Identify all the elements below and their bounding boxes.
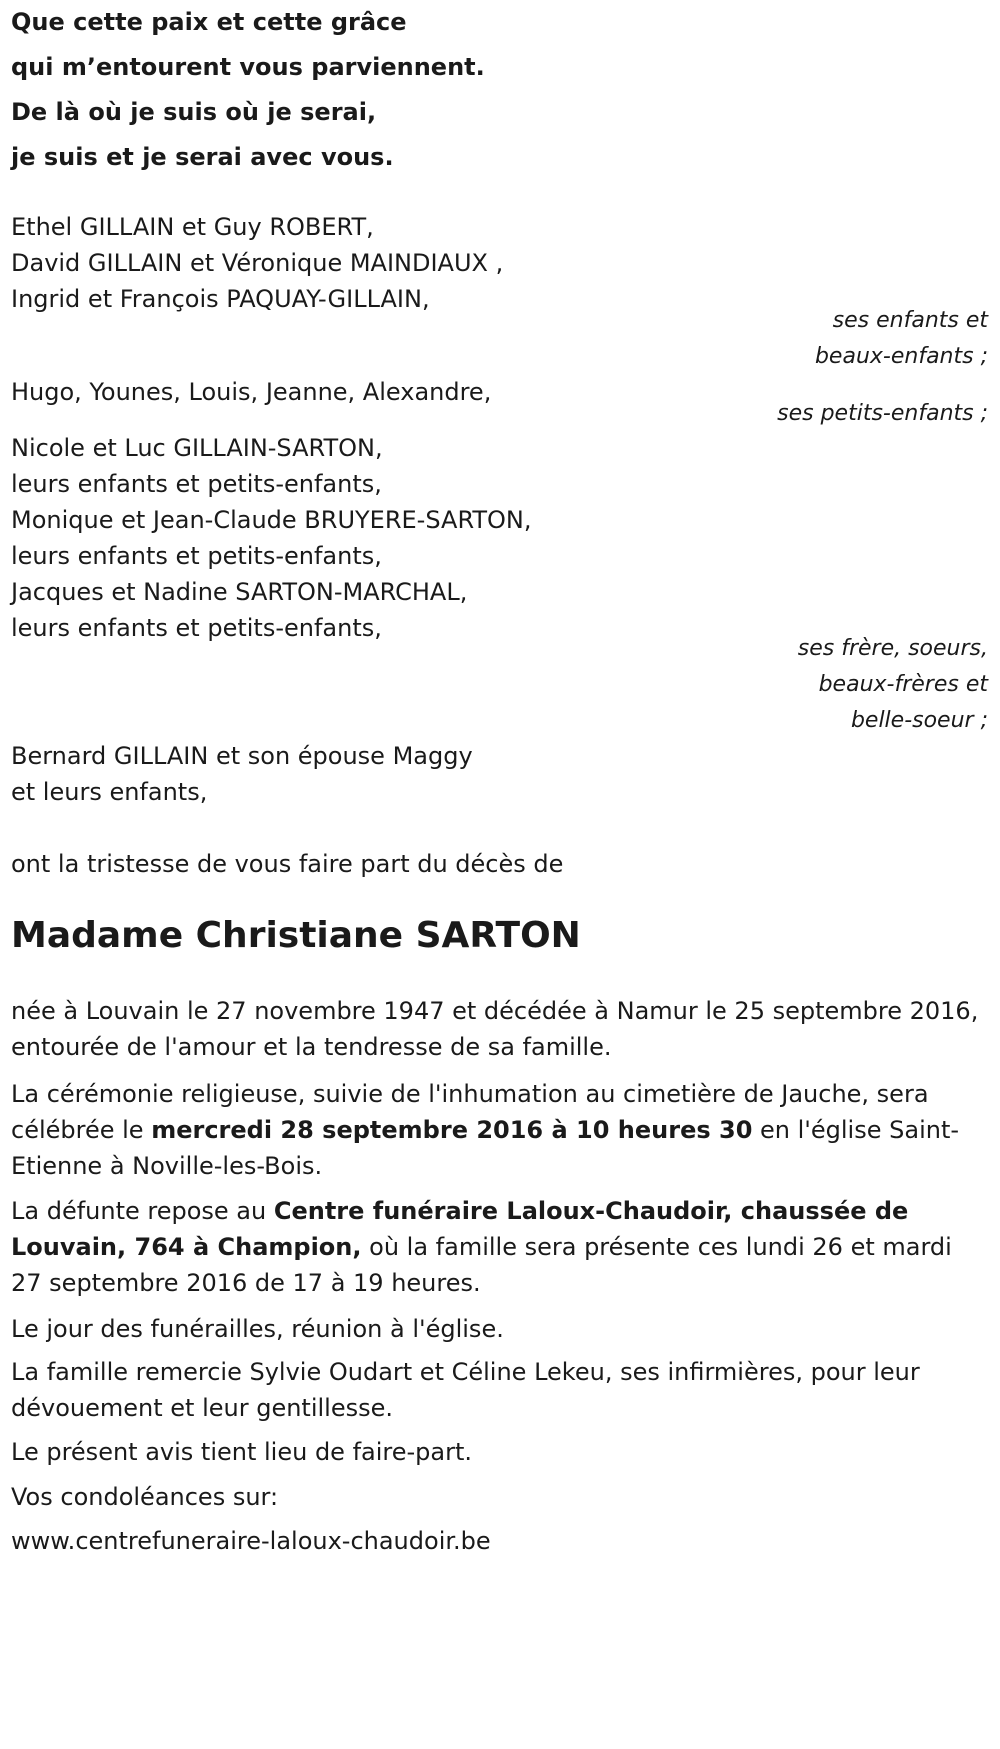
family-line: leurs enfants et petits-enfants, <box>11 614 382 642</box>
condolences-label: Vos condoléances sur: <box>11 1483 279 1511</box>
relation-label: beaux-enfants ; <box>814 344 988 369</box>
thanks-paragraph: La famille remercie Sylvie Oudart et Céline Lekeu, ses infirmières, pour leur dévouement et leur gentillesse. <box>11 1358 920 1422</box>
family-line: Monique et Jean-Claude BRUYERE-SARTON, <box>11 506 532 534</box>
announcement-text: ont la tristesse de vous faire part du décès de <box>11 850 564 878</box>
family-line: leurs enfants et petits-enfants, <box>11 542 382 570</box>
rest-text: La défunte repose au <box>11 1197 274 1225</box>
family-line: Jacques et Nadine SARTON-MARCHAL, <box>11 578 468 606</box>
rest-visiting: où la famille sera présente ces lundi 26 et mardi 27 septembre 2016 de 17 à 19 heures. <box>11 1233 952 1297</box>
notice-paragraph: Le présent avis tient lieu de faire-part. <box>11 1438 473 1466</box>
family-line: et leurs enfants, <box>11 778 208 806</box>
condolences-website-link[interactable]: www.centrefuneraire-laloux-chaudoir.be <box>11 1527 491 1555</box>
deceased-name: Madame Christiane SARTON <box>11 915 581 956</box>
ceremony-place: en l'église Saint-Etienne à Noville-les-Bois. <box>11 1116 960 1180</box>
funeral-day-paragraph: Le jour des funérailles, réunion à l'église. <box>11 1315 504 1343</box>
funeral-home: Centre funéraire Laloux-Chaudoir, chaussée de Louvain, 764 à Champion, <box>11 1197 909 1261</box>
relation-label: ses enfants et <box>832 308 988 333</box>
ceremony-paragraph <box>11 1076 986 1184</box>
family-line: leurs enfants et petits-enfants, <box>11 470 382 498</box>
family-line: Bernard GILLAIN et son épouse Maggy <box>11 742 473 770</box>
family-line: Ingrid et François PAQUAY-GILLAIN, <box>11 285 430 313</box>
ceremony-text: La cérémonie religieuse, suivie de l'inhumation au cimetière de Jauche, sera célébrée le <box>11 1080 929 1144</box>
relation-label: beaux-frères et <box>818 672 988 697</box>
relation-label: belle-soeur ; <box>850 708 988 733</box>
ceremony-date: mercredi 28 septembre 2016 à 10 heures 30 <box>151 1116 753 1144</box>
family-line: David GILLAIN et Véronique MAINDIAUX , <box>11 249 504 277</box>
poem-line: je suis et je serai avec vous. <box>11 143 394 171</box>
poem-line: qui m’entourent vous parviennent. <box>11 53 485 81</box>
family-line: Nicole et Luc GILLAIN-SARTON, <box>11 434 383 462</box>
poem-line: Que cette paix et cette grâce <box>11 8 407 36</box>
family-line: Ethel GILLAIN et Guy ROBERT, <box>11 213 374 241</box>
birth-death-paragraph: née à Louvain le 27 novembre 1947 et décédée à Namur le 25 septembre 2016, entourée de l'amour et la tendresse de sa famille. <box>11 997 979 1061</box>
poem-line: De là où je suis où je serai, <box>11 98 377 126</box>
relation-label: ses petits-enfants ; <box>777 401 988 426</box>
relation-label: ses frère, soeurs, <box>797 636 988 661</box>
family-line: Hugo, Younes, Louis, Jeanne, Alexandre, <box>11 378 492 406</box>
rest-paragraph <box>11 1193 986 1301</box>
